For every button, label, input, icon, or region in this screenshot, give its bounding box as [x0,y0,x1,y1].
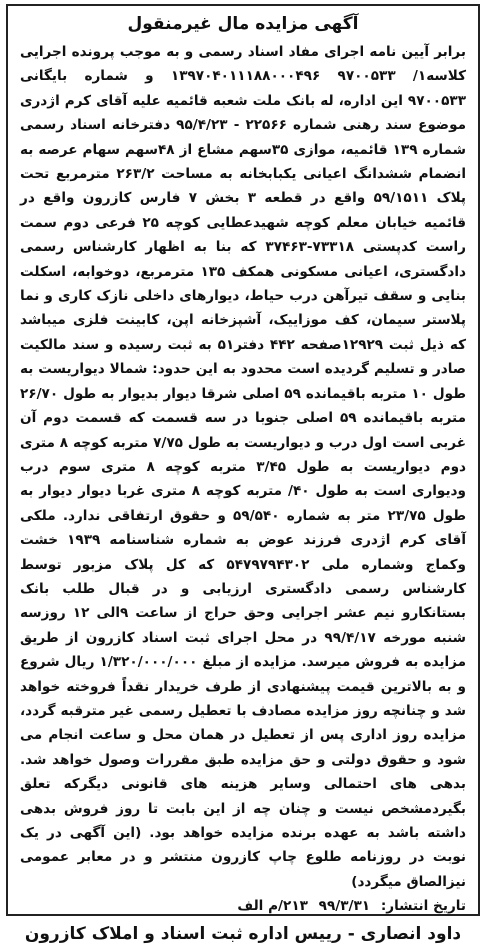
publication-date-label: تاریخ انتشار: [380,898,466,915]
publication-date-value: ۹۹/۳/۳۱ [318,898,371,915]
signature-line: داود انصاری - رییس اداره ثبت اسناد و املاک کازرون [24,924,462,944]
notice-box [6,4,480,944]
reference-number: ۲۱۳/م الف [237,898,308,915]
notice-body: برابر آیین نامه اجرای مفاد اسناد رسمی و به موجب پرونده اجرایی کلاسه۱/ ۹۷۰۰۵۳۳ ۱۳۹۷۰۴۰۱۱۱۸۸۰۰۰۴۹۶ و شماره بایگانی ۹۷۰۰۵۳۳ این اداره، له بانک ملت شعبه قائمیه علیه آقای کرم اژدری موضوع سند رهنی شماره ۲۲۵۶۶ - ۹۵/۴/۲۳ دفترخانه اسناد رسمی شماره ۱۳۹ قائمیه، موازی ۳۵سهم مشاع از ۴۸سهم سهام عرصه به انضمام ششدانگ اعیانی یکبابخانه به مساحت ۲۶۳/۲ مترمربع تحت پلاک ۵۹/۱۵۱۱ واقع در قطعه ۳ بخش ۷ فارس کازرون واقع در قائمیه خیابان معلم کوچه شهیدعطایی کوچه ۲۵ فرعی دوم سمت راست کدپستی ۷۳۳۱۸-۳۷۴۶۳ که بنا به اظهار کارشناس رسمی دادگستری، اعیانی مسکونی همکف ۱۳۵ مترمربع، دوخوابه، اسکلت بنایی و سقف تیرآهن درب حیاط، دیوارهای داخلی نازک کاری و نما پلاستر سیمان، کف موزاییک، آشپزخانه اپن، کابینت فلزی میباشد که ذیل ثبت ۱۲۹۲۹صفحه ۴۴۲ دفتر۵۱ به ثبت رسیده و سند مالکیت صادر و تسلیم گردیده است محدود به این حدود: شمالا دیواریست به طول ۱۰ متربه باقیمانده ۵۹ اصلی شرقا دیوار بدیوار به طول ۲۶/۷۰ متربه باقیمانده ۵۹ اصلی جنوبا در سه قسمت که قسمت دوم آن غربی است اول درب و دیواریست به طول ۷/۷۵ متربه کوچه ۸ متری دوم دیواریست به طول ۳/۴۵ متربه کوچه ۸ متری سوم درب ودیواری است به طول ۴۰/ متربه کوچه ۸ متری غربا دیوار دیوار به طول ۲۳/۷۵ متر به شماره ۵۹/۵۴۰ و حقوق ارتفاقی ندارد. ملکی آقای کرم اژدری فرزند عوض به شماره شناسنامه ۱۹۳۹ خشت وکماج وشماره ملی ۵۴۷۹۷۹۴۳۰۲ که کل پلاک مزبور توسط کارشناس رسمی دادگستری ارزیابی و در قبال طلب بانک بستانکارو نیم عشر اجرایی وحق حراج از ساعت ۹الی ۱۲ روزسه شنبه مورخه ۹۹/۴/۱۷ در محل اجرای ثبت اسناد کازرون از طریق مزایده به فروش میرسد. مزایده از مبلغ ۱/۳۲۰/۰۰۰/۰۰۰ ریال شروع و به بالاترین قیمت پیشنهادی از طرف خریدار نقداً فروخته خواهد شد و چنانچه روز مزایده مصادف با تعطیل رسمی غیر مترقبه گردد، مزایده روز اداری پس از تعطیل در همان محل و ساعت انجام می شود و حقوق دولتی و حق مزایده طبق مقررات وصول خواهد شد. بدهی های احتمالی وسایر هزینه های قانونی دیگرکه تعلق بگیردمشخص نیست و چنان چه از این بابت تا روز فروش بدهی داشته باشد به عهده برنده مزایده خواهد بود. (این آگهی در یک نوبت در روزنامه طلوع چاپ کازرون منتشر و در معابر عمومی نیزالصاق میگردد) [20,44,467,890]
publication-date-line [20,894,466,918]
notice-title: آگهی مزایده مال غیرمنقول [127,14,359,34]
